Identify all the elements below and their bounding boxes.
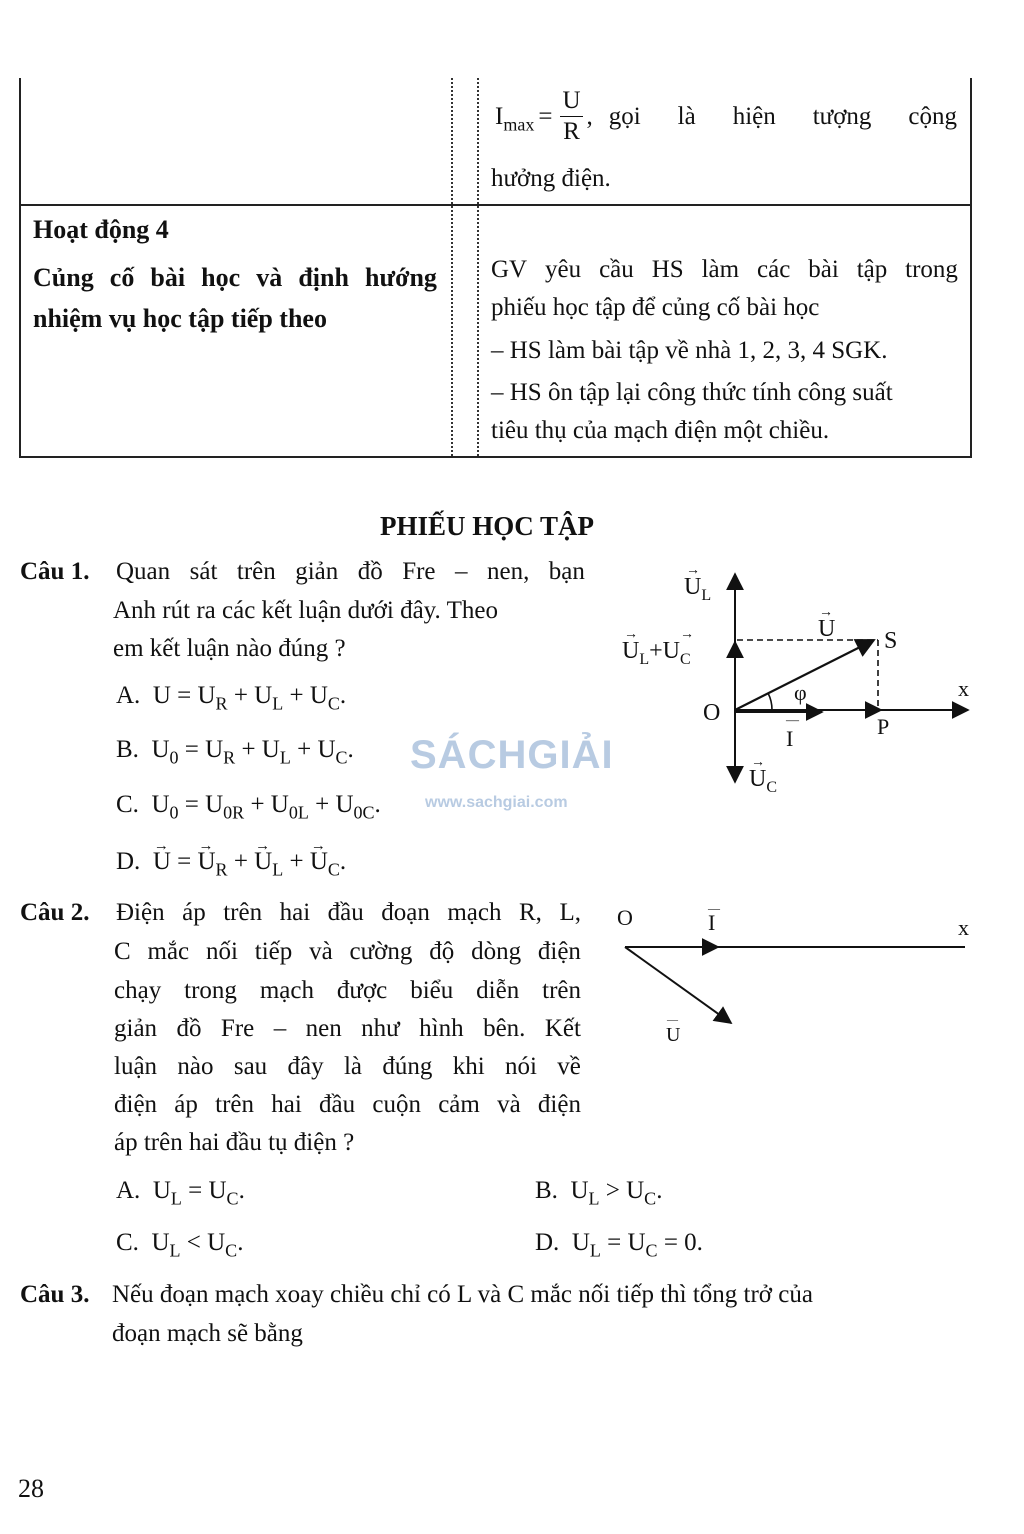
q1-line3: em kết luận nào đúng ? <box>113 635 346 662</box>
ulc-vec-mark-b: → <box>680 627 694 642</box>
ul-label: $U_L$ <box>684 574 712 604</box>
u-label: U <box>666 1024 681 1046</box>
fraction-denominator: R <box>563 118 580 145</box>
comma: , <box>586 102 593 130</box>
i-vec-mark: — <box>786 712 799 727</box>
q2-line6: điện áp trên hai đầu cuộn cảm và điện <box>114 1091 581 1118</box>
u-over-r-fraction <box>560 86 582 147</box>
resonance-text-line2: hưởng điện. <box>491 165 611 192</box>
q2-option-a: A. $U_L = U_C$. <box>116 1177 245 1209</box>
q2-label: Câu 2. <box>20 899 90 926</box>
u-vector-arrow <box>625 947 731 1023</box>
teacher-line1: GV yêu cầu HS làm các bài tập trong <box>491 256 958 283</box>
fresnel-diagram-q1 <box>600 560 990 810</box>
imax-formula-line <box>495 86 957 147</box>
teacher-line3: – HS làm bài tập về nhà 1, 2, 3, 4 SGK. <box>491 337 888 364</box>
ul-vec-mark: → <box>686 563 700 578</box>
activity-desc-line1: Củng cố bài học và định hướng <box>33 263 437 292</box>
ulc-label: $U_L+U_C$ <box>622 638 691 668</box>
q1-option-c: C. $U_0 = U_{0R} + U_{0L} + U_{0C}$. <box>116 791 381 823</box>
u-vec-mark: → <box>819 605 833 620</box>
table-dotted-divider <box>477 78 479 456</box>
fresnel-diagram-q2 <box>600 895 990 1055</box>
o-label: O <box>617 905 633 930</box>
activity-title: Hoạt động 4 <box>33 215 169 244</box>
table-right-border <box>970 78 972 458</box>
phi-label: φ <box>794 680 807 705</box>
teacher-line2: phiếu học tập để củng cố bài học <box>491 294 820 321</box>
p-label: P <box>877 714 890 739</box>
table-left-border <box>19 78 21 458</box>
table-bottom-border <box>19 456 972 458</box>
s-label: S <box>884 628 898 654</box>
q1-line1: Quan sát trên giản đồ Fre – nen, bạn <box>116 558 585 585</box>
uc-label: $U_C$ <box>749 766 778 796</box>
q1-option-b: B. $U_0 = U_R + U_L + U_C$. <box>116 736 354 768</box>
imax-label: $I_{max}$ <box>495 102 535 134</box>
q3-line1: Nếu đoạn mạch xoay chiều chỉ có L và C mắc nối tiếp thì tổng trở của <box>112 1281 813 1308</box>
phi-angle-arc <box>768 693 772 710</box>
q3-line2: đoạn mạch sẽ bằng <box>112 1320 303 1347</box>
activity-desc-line2: nhiệm vụ học tập tiếp theo <box>33 304 327 333</box>
q2-line1: Điện áp trên hai đầu đoạn mạch R, L, <box>116 899 581 926</box>
q2-line3: chạy trong mạch được biểu diễn trên <box>114 977 581 1004</box>
x-label: x <box>958 915 969 940</box>
uc-vec-mark: → <box>751 755 765 770</box>
teacher-line5: tiêu thụ của mạch điện một chiều. <box>491 417 830 444</box>
x-label: x <box>958 676 969 701</box>
q2-line4: giản đồ Fre – nen như hình bên. Kết <box>114 1015 581 1042</box>
resonance-text-line1: gọi là hiện tượng cộng <box>608 102 957 130</box>
u-label: U <box>818 616 836 642</box>
i-vec-mark: — <box>708 901 720 915</box>
u-vec-mark: — <box>667 1014 678 1026</box>
i-label: I <box>786 726 794 751</box>
page-number: 28 <box>18 1474 44 1503</box>
watermark-brand: SÁCHGIẢI <box>410 733 614 777</box>
table-dotted-divider <box>451 78 453 456</box>
q2-line7: áp trên hai đầu tụ điện ? <box>114 1129 355 1156</box>
q1-option-d: D. → U = → $U_R$ + → $U_L$ + → $U_C$. <box>116 843 346 881</box>
q1-option-a: A. $U = U_R + U_L + U_C$. <box>116 682 347 714</box>
table-row-divider <box>19 204 972 206</box>
q2-option-d: D. $U_L = U_C = 0$. <box>535 1229 703 1261</box>
watermark-url: www.sachgiai.com <box>425 794 568 811</box>
q1-label: Câu 1. <box>20 558 90 585</box>
q1-line2: Anh rút ra các kết luận dưới đây. Theo <box>113 597 498 624</box>
o-label: O <box>703 700 721 726</box>
ulc-vec-mark-a: → <box>624 627 638 642</box>
equals-sign: = <box>538 102 553 130</box>
q2-option-b: B. $U_L > U_C$. <box>535 1177 663 1209</box>
q3-label: Câu 3. <box>20 1281 90 1308</box>
worksheet-title: PHIẾU HỌC TẬP <box>380 511 595 541</box>
i-label: I <box>708 910 716 935</box>
q2-option-c: C. $U_L < U_C$. <box>116 1229 244 1261</box>
fraction-numerator: U <box>560 86 582 117</box>
q2-line5: luận nào sau đây là đúng khi nói về <box>114 1053 581 1080</box>
teacher-line4: – HS ôn tập lại công thức tính công suất <box>491 379 893 406</box>
q2-line2: C mắc nối tiếp và cường độ dòng điện <box>114 938 581 965</box>
